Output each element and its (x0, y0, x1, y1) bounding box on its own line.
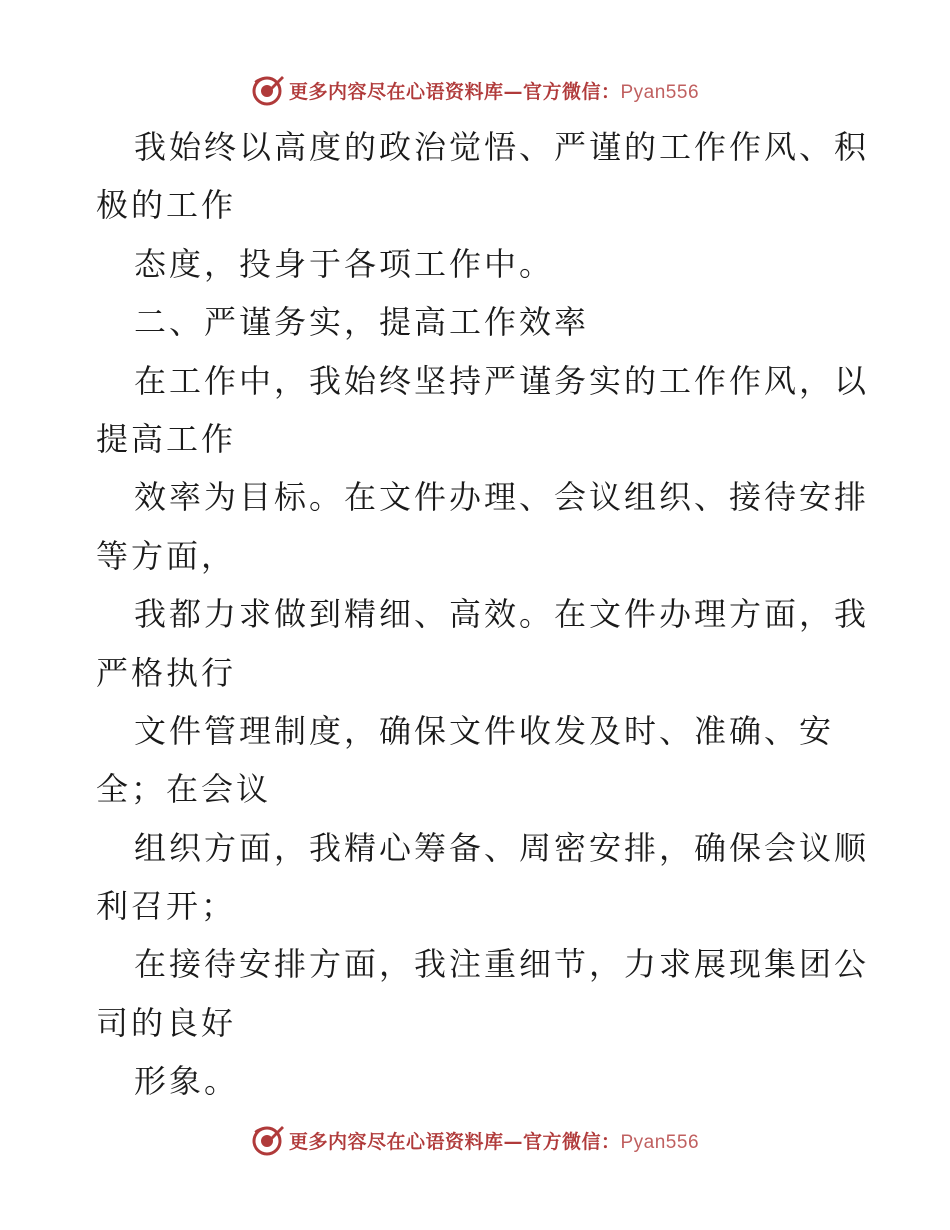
body-line: 严格执行 (96, 653, 237, 692)
body-line: 全；在会议 (96, 770, 272, 809)
body-line: 在接待安排方面，我注重细节，力求展现集团公 (134, 945, 870, 984)
body-line: 提高工作 (96, 419, 237, 458)
body-line: 在工作中，我始终坚持严谨务实的工作作风，以 (134, 361, 870, 400)
header-watermark-banner (0, 70, 950, 110)
body-line: 极的工作 (96, 186, 237, 225)
pen-logo-icon (251, 73, 285, 107)
header-watermark-text: 更多内容尽在心语资料库—官方微信：Pyan556 (288, 80, 700, 103)
section-heading: 二、严谨务实，提高工作效率 (134, 303, 590, 342)
document-body (96, 118, 870, 1111)
body-line: 文件管理制度，确保文件收发及时、准确、安 (134, 711, 835, 750)
body-line: 司的良好 (96, 1003, 237, 1042)
body-line: 等方面， (96, 536, 237, 575)
footer-watermark-banner (0, 1120, 950, 1160)
body-line: 态度，投身于各项工作中。 (134, 244, 555, 283)
body-line: 形象。 (134, 1062, 240, 1101)
body-line: 效率为目标。在文件办理、会议组织、接待安排 (134, 478, 870, 517)
pen-logo-icon (251, 1123, 285, 1157)
body-line: 我都力求做到精细、高效。在文件办理方面，我 (134, 595, 870, 634)
body-line: 组织方面，我精心筹备、周密安排，确保会议顺 (134, 828, 870, 867)
footer-watermark-text: 更多内容尽在心语资料库—官方微信：Pyan556 (288, 1130, 700, 1153)
body-line: 利召开； (96, 887, 237, 926)
body-line: 我始终以高度的政治觉悟、严谨的工作作风、积 (134, 128, 870, 166)
